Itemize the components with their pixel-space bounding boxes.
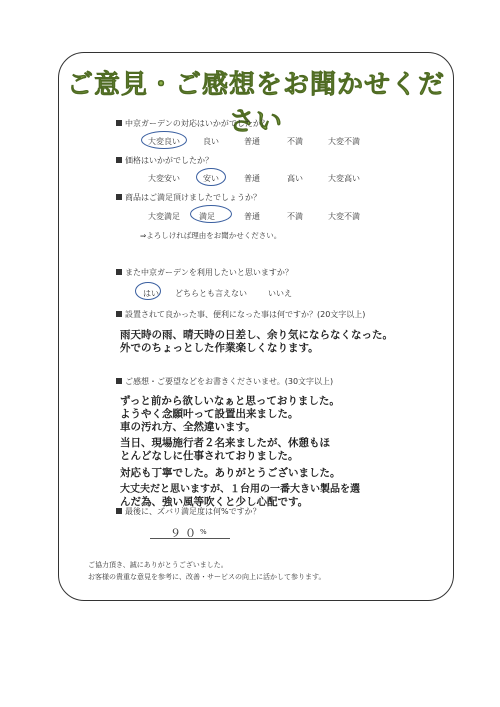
selection-circle xyxy=(196,168,226,186)
answer-6-line-4: 当日、現場施行者２名来ましたが、休憩もほ xyxy=(120,437,330,449)
question-5-text: 設置されて良かった事、便利になった事は何ですか？(20文字以上) xyxy=(125,310,366,319)
q3-option-3[interactable]: 普通 xyxy=(244,212,260,221)
answer-6-line-2: ようやく念願叶って設置出来ました。 xyxy=(120,408,299,420)
q4-option-1[interactable]: はい xyxy=(143,289,159,298)
q1-option-2[interactable]: 良い xyxy=(203,137,219,146)
question-6 xyxy=(116,376,333,387)
q1-option-4[interactable]: 不満 xyxy=(287,137,303,146)
bullet-square-icon xyxy=(116,157,122,163)
q2-option-2[interactable]: 安い xyxy=(203,174,219,183)
q2-option-1[interactable]: 大変安い xyxy=(148,174,180,183)
selection-circle xyxy=(190,205,232,223)
q3-option-5[interactable]: 大変不満 xyxy=(328,212,360,221)
footer-message: お客様の貴重な意見を参考に、改善・サービスの向上に活かして参ります。 xyxy=(88,573,326,581)
answer-6-line-7: 大丈夫だと思いますが、１台用の一番大きい製品を選 xyxy=(120,484,360,495)
q2-option-5[interactable]: 大変高い xyxy=(328,174,360,183)
question-4-text: また中京ガーデンを利用したいと思いますか？ xyxy=(125,268,293,277)
selection-circle xyxy=(141,131,187,149)
question-2 xyxy=(116,155,213,166)
answer-5-line-2: 外でのちょっとした作業楽しくなります。 xyxy=(120,342,319,354)
q4-option-2[interactable]: どちらとも言えない xyxy=(175,289,247,298)
question-1-text: 中京ガーデンの対応はいかがでしたか？ xyxy=(125,119,269,128)
selection-circle xyxy=(135,282,161,300)
answer-6-line-5: とんどなしに仕事されておりました。 xyxy=(120,450,299,462)
satisfaction-value: ９０ xyxy=(170,527,200,540)
q3-option-4[interactable]: 不満 xyxy=(287,212,303,221)
bullet-square-icon xyxy=(116,508,122,514)
q1-option-3[interactable]: 普通 xyxy=(244,137,260,146)
answer-6-line-3: 車の汚れ方、全然違います。 xyxy=(120,421,256,433)
question-1 xyxy=(116,118,269,129)
satisfaction-unit: % xyxy=(200,528,207,536)
reason-prompt: ⇒よろしければ理由をお聞かせください。 xyxy=(140,231,282,240)
answer-6-line-1: ずっと前から欲しいなぁと思っておりました。 xyxy=(120,395,340,407)
answer-6-line-8: んだ為、強い風等吹くと少し心配です。 xyxy=(120,496,309,508)
footer-thanks: ご協力頂き、誠にありがとうございました。 xyxy=(88,561,228,569)
q3-option-1[interactable]: 大変満足 xyxy=(148,212,180,221)
question-3-text: 商品はご満足頂けましたでしょうか？ xyxy=(125,193,261,202)
bullet-square-icon xyxy=(116,120,122,126)
question-7 xyxy=(116,506,261,517)
question-6-text: ご感想・ご要望などをお書きくださいませ。(30文字以上) xyxy=(125,377,334,386)
question-3 xyxy=(116,192,261,203)
answer-6-line-6: 対応も丁寧でした。ありがとうございました。 xyxy=(120,467,341,479)
bullet-square-icon xyxy=(116,378,122,384)
answer-5-line-1: 雨天時の雨、晴天時の日差し、余り気にならなくなった。 xyxy=(120,329,393,341)
question-4 xyxy=(116,267,293,278)
q1-option-5[interactable]: 大変不満 xyxy=(328,137,360,146)
survey-title: ご意見・ご感想をお聞かせください xyxy=(66,70,445,137)
q1-option-1[interactable]: 大変良い xyxy=(148,137,180,146)
bullet-square-icon xyxy=(116,311,122,317)
question-5 xyxy=(116,309,365,320)
satisfaction-underline xyxy=(150,538,230,539)
q4-option-3[interactable]: いいえ xyxy=(268,289,292,298)
q2-option-3[interactable]: 普通 xyxy=(244,174,260,183)
bullet-square-icon xyxy=(116,269,122,275)
bullet-square-icon xyxy=(116,194,122,200)
question-2-text: 価格はいかがでしたか？ xyxy=(125,156,213,165)
q3-option-2[interactable]: 満足 xyxy=(199,212,215,221)
q2-option-4[interactable]: 高い xyxy=(287,174,303,183)
question-7-text: 最後に、ズバリ満足度は何%ですか？ xyxy=(125,507,261,516)
